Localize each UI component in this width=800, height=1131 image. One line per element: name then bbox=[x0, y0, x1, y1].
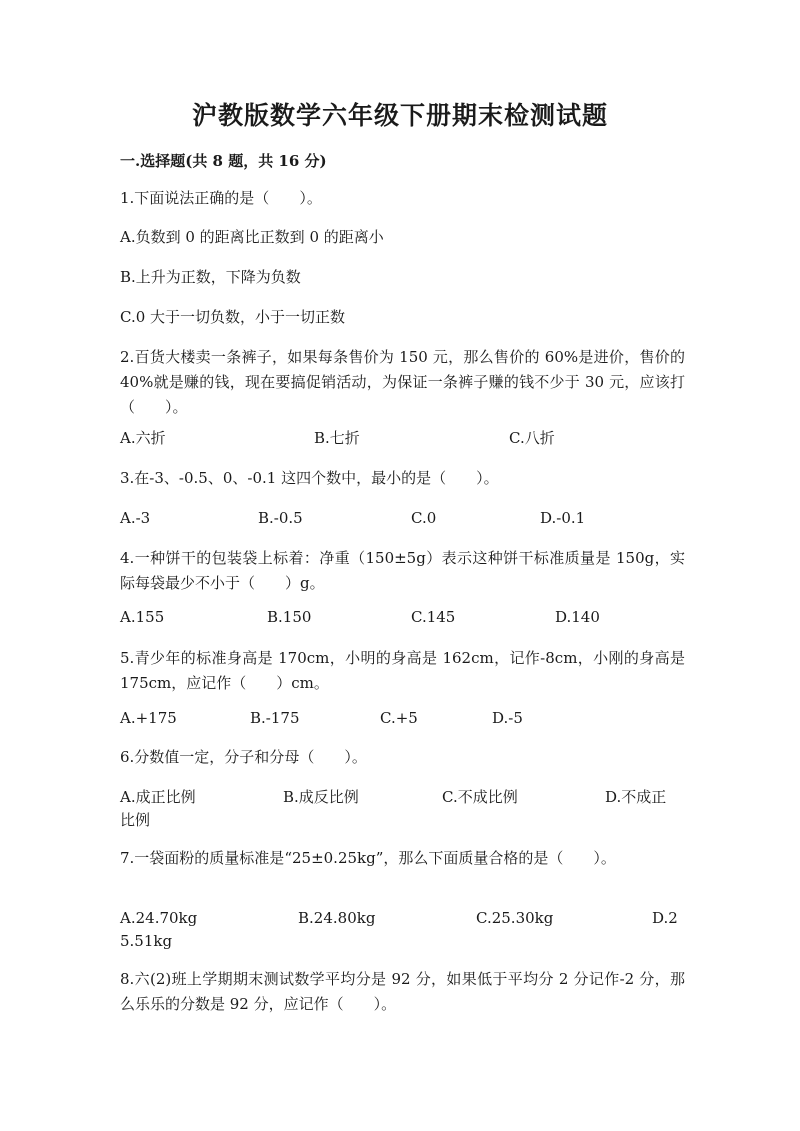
question-7-option-b[interactable]: B.24.80kg bbox=[298, 909, 376, 927]
question-1-option-a[interactable]: A.负数到 0 的距离比正数到 0 的距离小 bbox=[120, 228, 384, 246]
question-6-option-a[interactable]: A.成正比例 bbox=[120, 788, 196, 806]
question-3-stem: 3.在-3、-0.5、0、-0.1 这四个数中，最小的是（ ）。 bbox=[120, 469, 499, 487]
question-4-option-d[interactable]: D.140 bbox=[555, 608, 600, 626]
question-6-option-d-continued: 比例 bbox=[120, 811, 151, 829]
question-7-option-a[interactable]: A.24.70kg bbox=[120, 909, 198, 927]
question-4-option-b[interactable]: B.150 bbox=[267, 608, 312, 626]
question-3-option-d[interactable]: D.-0.1 bbox=[540, 509, 586, 527]
question-3-option-a[interactable]: A.-3 bbox=[120, 509, 151, 527]
question-6-option-d[interactable]: D.不成正 bbox=[605, 788, 667, 806]
question-5-option-c[interactable]: C.+5 bbox=[380, 709, 418, 727]
question-2-stem: 2.百货大楼卖一条裤子，如果每条售价为 150 元，那么售价的 60%是进价，售价的 40%就是赚的钱，现在要搞促销活动，为保证一条裤子赚的钱不少于 30 元，应该打（ ）。 bbox=[120, 348, 685, 416]
question-2-option-b[interactable]: B.七折 bbox=[314, 429, 360, 447]
question-6-stem: 6.分数值一定，分子和分母（ ）。 bbox=[120, 748, 367, 766]
question-5-option-a[interactable]: A.+175 bbox=[120, 709, 177, 727]
section-heading: 一.选择题(共 8 题，共 16 分) bbox=[120, 152, 327, 170]
question-6-option-b[interactable]: B.成反比例 bbox=[283, 788, 359, 806]
question-7-option-d[interactable]: D.2 bbox=[652, 909, 678, 927]
question-5-option-b[interactable]: B.-175 bbox=[250, 709, 300, 727]
question-2-option-c[interactable]: C.八折 bbox=[509, 429, 555, 447]
question-2-option-a[interactable]: A.六折 bbox=[120, 429, 166, 447]
question-1-stem: 1.下面说法正确的是（ ）。 bbox=[120, 189, 322, 207]
question-5-option-d[interactable]: D.-5 bbox=[492, 709, 523, 727]
question-3-option-b[interactable]: B.-0.5 bbox=[258, 509, 303, 527]
question-1-option-c[interactable]: C.0 大于一切负数，小于一切正数 bbox=[120, 308, 346, 326]
question-3-option-c[interactable]: C.0 bbox=[411, 509, 437, 527]
question-7-option-c[interactable]: C.25.30kg bbox=[476, 909, 554, 927]
question-5-stem: 5.青少年的标准身高是 170cm，小明的身高是 162cm，记作-8cm，小刚的身高是 175cm，应记作（ ）cm。 bbox=[120, 649, 685, 692]
question-8-stem: 8.六(2)班上学期期末测试数学平均分是 92 分，如果低于平均分 2 分记作-2 分，那么乐乐的分数是 92 分，应记作（ ）。 bbox=[120, 970, 685, 1013]
question-4-option-c[interactable]: C.145 bbox=[411, 608, 456, 626]
question-4-stem: 4.一种饼干的包装袋上标着：净重（150±5g）表示这种饼干标准质量是 150g，实际每袋最少不小于（ ）g。 bbox=[120, 549, 685, 592]
question-6-option-c[interactable]: C.不成比例 bbox=[442, 788, 518, 806]
page-title: 沪教版数学六年级下册期末检测试题 bbox=[191, 101, 608, 130]
question-4-option-a[interactable]: A.155 bbox=[120, 608, 165, 626]
question-7-stem: 7.一袋面粉的质量标准是“25±0.25kg”，那么下面质量合格的是（ ）。 bbox=[120, 849, 616, 867]
question-1-option-b[interactable]: B.上升为正数，下降为负数 bbox=[120, 268, 301, 286]
question-7-option-d-continued: 5.51kg bbox=[120, 932, 173, 950]
